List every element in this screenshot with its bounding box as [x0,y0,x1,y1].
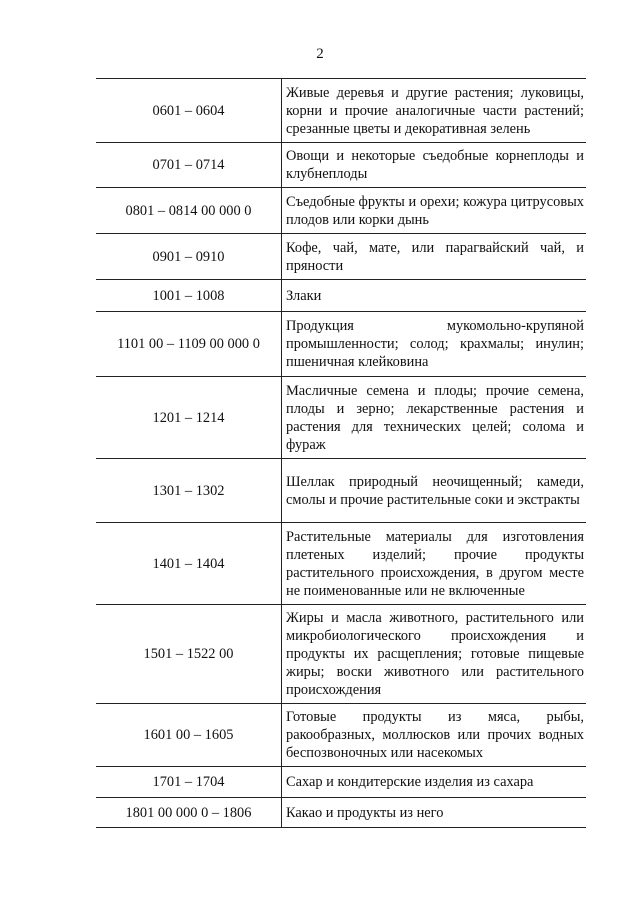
description-cell: Растительные материалы для изготовления плетеных изделий; прочие продукты растительного происхождения, в другом месте не поименованные или не включенные [282,523,587,605]
table-row [96,312,586,377]
table-row [96,704,586,767]
table-row [96,767,586,798]
code-cell: 1801 00 000 0 – 1806 [96,798,282,828]
table-row [96,605,586,704]
table-row [96,234,586,280]
code-cell: 0601 – 0604 [96,79,282,143]
code-cell: 1501 – 1522 00 [96,605,282,704]
code-cell: 1001 – 1008 [96,280,282,312]
description-cell: Какао и продукты из него [282,798,587,828]
description-cell: Кофе, чай, мате, или парагвайский чай, и пряности [282,234,587,280]
code-cell: 0701 – 0714 [96,143,282,188]
code-cell: 0901 – 0910 [96,234,282,280]
code-cell: 1201 – 1214 [96,377,282,459]
description-cell: Жиры и масла животного, растительного или микробиологического происхождения и продукты их расщепления; готовые пищевые жиры; воски животного или растительного происхождения [282,605,587,704]
description-cell: Съедобные фрукты и орехи; кожура цитрусовых плодов или корки дынь [282,188,587,234]
table-row [96,459,586,523]
code-cell: 1601 00 – 1605 [96,704,282,767]
table-row [96,188,586,234]
table-row [96,79,586,143]
description-cell: Сахар и кондитерские изделия из сахара [282,767,587,798]
table-row [96,523,586,605]
table-row [96,377,586,459]
description-cell: Шеллак природный неочищенный; камеди, смолы и прочие растительные соки и экстракты [282,459,587,523]
code-cell: 1701 – 1704 [96,767,282,798]
code-cell: 1101 00 – 1109 00 000 0 [96,312,282,377]
description-cell: Масличные семена и плоды; прочие семена, плоды и зерно; лекарственные растения и растения для технических целей; солома и фураж [282,377,587,459]
description-cell: Продукция мукомольно-крупяной промышленности; солод; крахмалы; инулин; пшеничная клейковина [282,312,587,377]
code-cell: 0801 – 0814 00 000 0 [96,188,282,234]
table-row [96,143,586,188]
commodity-codes-table [96,78,586,828]
description-cell: Овощи и некоторые съедобные корнеплоды и клубнеплоды [282,143,587,188]
page-number: 2 [316,46,324,62]
description-cell: Готовые продукты из мяса, рыбы, ракообразных, моллюсков или прочих водных беспозвоночных или насекомых [282,704,587,767]
code-cell: 1301 – 1302 [96,459,282,523]
description-cell: Живые деревья и другие растения; луковицы, корни и прочие аналогичные части растений; срезанные цветы и декоративная зелень [282,79,587,143]
table-row [96,798,586,828]
code-cell: 1401 – 1404 [96,523,282,605]
table-row [96,280,586,312]
description-cell: Злаки [282,280,587,312]
